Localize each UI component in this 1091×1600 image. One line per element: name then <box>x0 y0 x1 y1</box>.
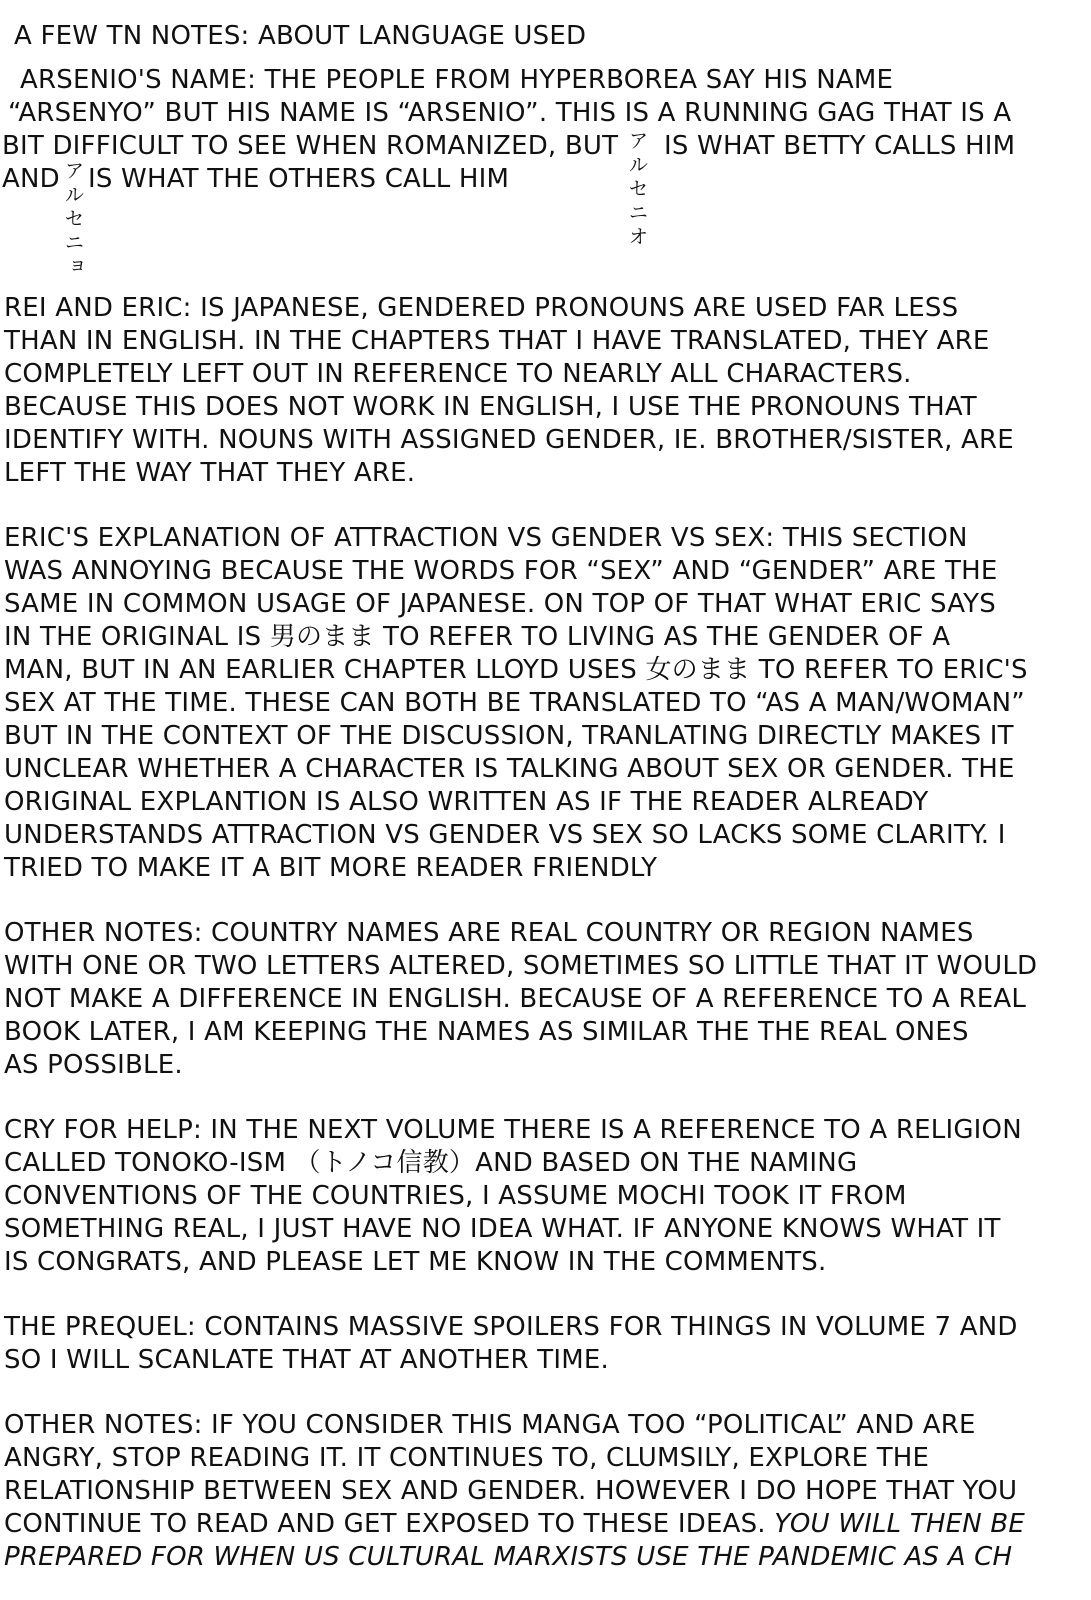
attraction-line-8: UNCLEAR WHETHER A CHARACTER IS TALKING ABOUT SEX OR GENDER. THE <box>4 754 1015 784</box>
other-notes-2-line-2: ANGRY, STOP READING IT. IT CONTINUES TO, CLUMSILY, EXPLORE THE <box>4 1443 930 1473</box>
prequel-line-1: THE PREQUEL: CONTAINS MASSIVE SPOILERS FOR THINGS IN VOLUME 7 AND <box>4 1312 1018 1342</box>
other-notes-1-line-4: BOOK LATER, I AM KEEPING THE NAMES AS SIMILAR THE THE REAL ONES <box>4 1017 969 1047</box>
attraction-line-7: BUT IN THE CONTEXT OF THE DISCUSSION, TRANLATING DIRECTLY MAKES IT <box>4 721 1014 751</box>
attraction-line-10: UNDERSTANDS ATTRACTION VS GENDER VS SEX SO LACKS SOME CLARITY. I <box>4 820 1006 850</box>
vertical-arsenyo-katakana: アルセニョ <box>61 160 85 280</box>
other-notes-2-italic-tail: YOU WILL THEN BE <box>774 1509 1026 1539</box>
arsenio-line-4b: IS WHAT THE OTHERS CALL HIM <box>88 164 510 194</box>
rei-eric-line-3: COMPLETELY LEFT OUT IN REFERENCE TO NEARLY ALL CHARACTERS. <box>4 359 912 389</box>
prequel-line-2: SO I WILL SCANLATE THAT AT ANOTHER TIME. <box>4 1345 609 1375</box>
other-notes-2-line-1: OTHER NOTES: IF YOU CONSIDER THIS MANGA TOO “POLITICAL” AND ARE <box>4 1410 976 1440</box>
rei-eric-line-2: THAN IN ENGLISH. IN THE CHAPTERS THAT I HAVE TRANSLATED, THEY ARE <box>4 326 990 356</box>
cry-for-help-line-1: CRY FOR HELP: IN THE NEXT VOLUME THERE IS A REFERENCE TO A RELIGION <box>4 1115 1022 1145</box>
rei-eric-line-5: IDENTIFY WITH. NOUNS WITH ASSIGNED GENDER, IE. BROTHER/SISTER, ARE <box>4 425 1014 455</box>
page-title: A FEW TN NOTES: ABOUT LANGUAGE USED <box>14 21 587 51</box>
other-notes-2-line-3: RELATIONSHIP BETWEEN SEX AND GENDER. HOWEVER I DO HOPE THAT YOU <box>4 1476 1018 1506</box>
attraction-line-11: TRIED TO MAKE IT A BIT MORE READER FRIENDLY <box>4 853 658 883</box>
arsenio-line-2: “ARSENYO” BUT HIS NAME IS “ARSENIO”. THIS IS A RUNNING GAG THAT IS A <box>8 98 1012 128</box>
other-notes-1-line-1: OTHER NOTES: COUNTRY NAMES ARE REAL COUNTRY OR REGION NAMES <box>4 918 974 948</box>
cry-for-help-line-4: SOMETHING REAL, I JUST HAVE NO IDEA WHAT. IF ANYONE KNOWS WHAT IT <box>4 1214 1001 1244</box>
rei-eric-line-6: LEFT THE WAY THAT THEY ARE. <box>4 458 416 488</box>
attraction-line-5: MAN, BUT IN AN EARLIER CHAPTER LLOYD USES 女のまま TO REFER TO ERIC'S <box>4 655 1028 685</box>
rei-eric-line-4: BECAUSE THIS DOES NOT WORK IN ENGLISH, I USE THE PRONOUNS THAT <box>4 392 977 422</box>
other-notes-1-line-2: WITH ONE OR TWO LETTERS ALTERED, SOMETIMES SO LITTLE THAT IT WOULD <box>4 951 1038 981</box>
attraction-line-3: SAME IN COMMON USAGE OF JAPANESE. ON TOP OF THAT WHAT ERIC SAYS <box>4 589 996 619</box>
cry-for-help-line-2: CALLED TONOKO-ISM （トノコ信教）AND BASED ON THE NAMING <box>4 1148 858 1178</box>
vertical-arsenio-katakana: アルセニオ <box>625 130 649 250</box>
attraction-line-6: SEX AT THE TIME. THESE CAN BOTH BE TRANSLATED TO “AS A MAN/WOMAN” <box>4 688 1025 718</box>
other-notes-1-line-5: AS POSSIBLE. <box>4 1050 183 1080</box>
cry-for-help-line-3: CONVENTIONS OF THE COUNTRIES, I ASSUME MOCHI TOOK IT FROM <box>4 1181 907 1211</box>
attraction-line-2: WAS ANNOYING BECAUSE THE WORDS FOR “SEX” AND “GENDER” ARE THE <box>4 556 998 586</box>
other-notes-1-line-3: NOT MAKE A DIFFERENCE IN ENGLISH. BECAUSE OF A REFERENCE TO A REAL <box>4 984 1027 1014</box>
other-notes-2-line-4 <box>4 1508 1025 1540</box>
arsenio-line-1: ARSENIO'S NAME: THE PEOPLE FROM HYPERBOREA SAY HIS NAME <box>20 65 894 95</box>
other-notes-2-line-4-text: CONTINUE TO READ AND GET EXPOSED TO THESE IDEAS. <box>4 1509 766 1539</box>
cry-for-help-line-5: IS CONGRATS, AND PLEASE LET ME KNOW IN THE COMMENTS. <box>4 1247 827 1277</box>
arsenio-line-3a: BIT DIFFICULT TO SEE WHEN ROMANIZED, BUT <box>2 131 619 161</box>
rei-eric-line-1: REI AND ERIC: IS JAPANESE, GENDERED PRONOUNS ARE USED FAR LESS <box>4 293 959 323</box>
arsenio-line-4a: AND <box>2 164 60 194</box>
arsenio-line-3b: IS WHAT BETTY CALLS HIM <box>664 131 1016 161</box>
other-notes-2-italic-line: PREPARED FOR WHEN US CULTURAL MARXISTS USE THE PANDEMIC AS A CH <box>4 1542 1013 1572</box>
attraction-line-1: ERIC'S EXPLANATION OF ATTRACTION VS GENDER VS SEX: THIS SECTION <box>4 523 968 553</box>
attraction-line-9: ORIGINAL EXPLANTION IS ALSO WRITTEN AS IF THE READER ALREADY <box>4 787 929 817</box>
attraction-line-4: IN THE ORIGINAL IS 男のまま TO REFER TO LIVING AS THE GENDER OF A <box>4 622 951 652</box>
